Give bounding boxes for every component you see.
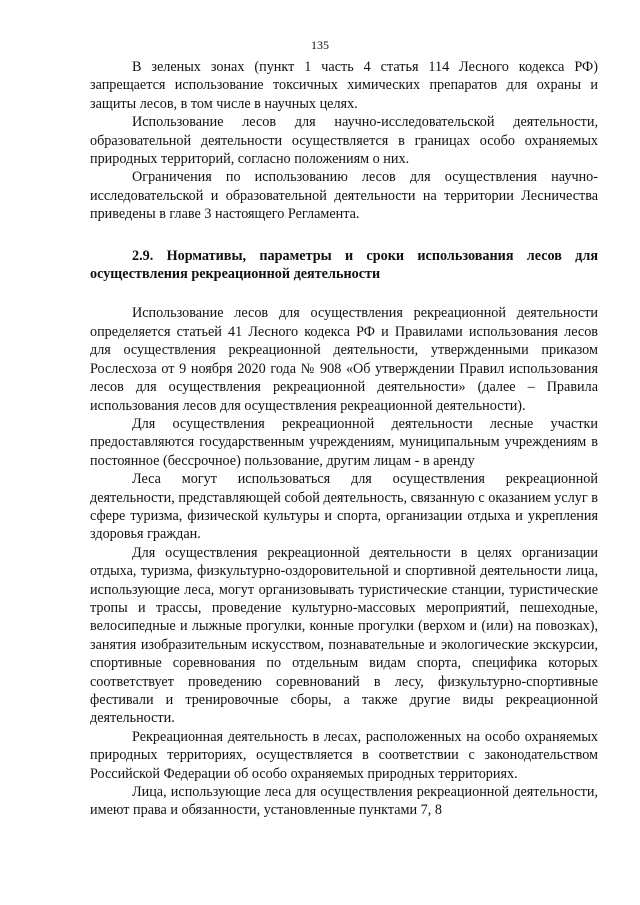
paragraph-restrictions: Ограничения по использованию лесов для осуществления научно-исследовательской и образовательной деятельности на территории Лесничества приведены в главе 3 настоящего Регламента. — [90, 169, 598, 223]
paragraph-recreation-legal-basis: Использование лесов для осуществления рекреационной деятельности определяется статьей 41 Лесного кодекса РФ и Правилами использования лесов для осуществления рекреационной деятельности, утвержденными приказом Рослесхоза от 9 ноября 2020 года № 908 «Об утверждении Правил использования лесов для осуществления рекреационной деятельности» (далее – Правила использования лесов для осуществления рекреационной деятельности). — [90, 305, 598, 414]
paragraph-recreation-activities: Для осуществления рекреационной деятельности в целях организации отдыха, туризма, физкультурно-оздоровительной и спортивной деятельности лица, использующие леса, могут организовывать туристические станции, туристические тропы и трассы, проведение культурно-массовых мероприятий, пешеходные, велосипедные и лыжные прогулки, конные прогулки (верхом и (или) на повозках), занятия изобразительным искусством, познавательные и экологические экскурсии, спортивные соревнования по отдельным видам спорта, специфика которых соответствует проведению соревнований в лесу, физкультурно-спортивные фестивали и тренировочные сборы, а также другие виды рекреационной деятельности. — [90, 544, 598, 727]
paragraph-research-use: Использование лесов для научно-исследовательской деятельности, образовательной деятельности осуществляется в границах особо охраняемых природных территорий, согласно положениям о них. — [90, 114, 598, 168]
paragraph-land-provision: Для осуществления рекреационной деятельности лесные участки предоставляются государственным учреждениям, муниципальным учреждениям в постоянное (бессрочное) пользование, другим лицам - в аренду — [90, 415, 598, 469]
page-content — [90, 58, 598, 820]
paragraph-recreation-definition: Леса могут использоваться для осуществления рекреационной деятельности, представляющей собой деятельность, связанную с оказанием услуг в сфере туризма, физической культуры и спорта, организации отдыха и укрепления здоровья граждан. — [90, 471, 598, 543]
paragraph-protected-areas: Рекреационная деятельность в лесах, расположенных на особо охраняемых природных территориях, осуществляется в соответствии с законодательством Российской Федерации об особо охраняемых природных территориях. — [90, 728, 598, 782]
section-heading: 2.9. Нормативы, параметры и сроки использования лесов для осуществления рекреационной деятельности — [90, 247, 598, 283]
paragraph-rights-obligations: Лица, использующие леса для осуществления рекреационной деятельности, имеют права и обязанности, установленные пунктами 7, 8 — [90, 784, 598, 819]
paragraph-green-zones: В зеленых зонах (пункт 1 часть 4 статья 114 Лесного кодекса РФ) запрещается использование токсичных химических препаратов для охраны и защиты лесов, в том числе в научных целях. — [90, 59, 598, 112]
page-number: 135 — [311, 38, 329, 52]
